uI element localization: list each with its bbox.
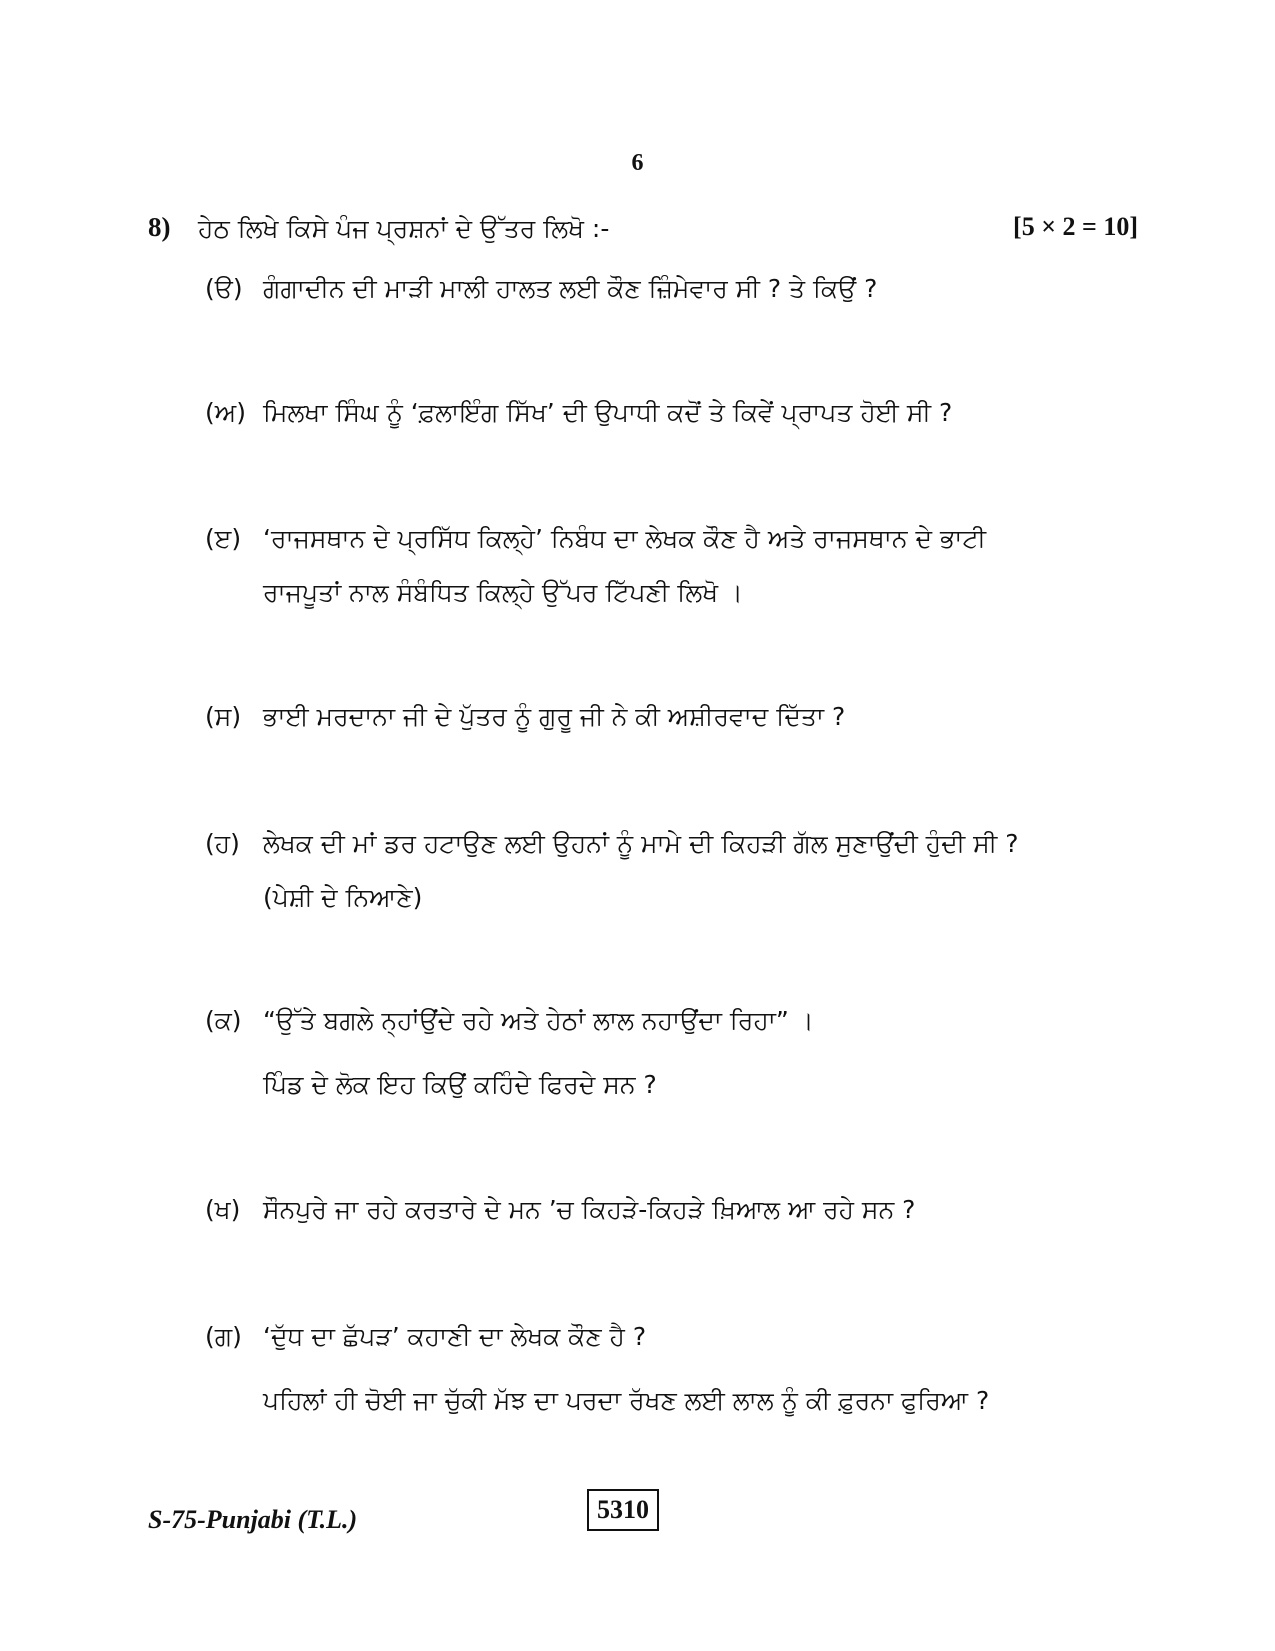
sub-question-text: ਮਿਲਖਾ ਸਿੰਘ ਨੂੰ ‘ਫ਼ਲਾਇੰਗ ਸਿੱਖ’ ਦੀ ਉਪਾਧੀ ਕਦੋਂ ਤੇ ਕਿਵੇਂ ਪ੍ਰਾਪਤ ਹੋਈ ਸੀ ? xyxy=(263,398,953,427)
sub-question-text: ਸੌਨਪੁਰੇ ਜਾ ਰਹੇ ਕਰਤਾਰੇ ਦੇ ਮਨ ’ਚ ਕਿਹੜੇ-ਕਿਹੜੇ ਖ਼ਿਆਲ ਆ ਰਹੇ ਸਨ ? xyxy=(263,1195,916,1224)
sub-question-text: ਭਾਈ ਮਰਦਾਨਾ ਜੀ ਦੇ ਪੁੱਤਰ ਨੂੰ ਗੁਰੂ ਜੀ ਨੇ ਕੀ ਅਸ਼ੀਰਵਾਦ ਦਿੱਤਾ ? xyxy=(263,702,846,731)
sub-question-c xyxy=(205,512,1140,620)
sub-question-b xyxy=(205,386,1140,440)
sub-question-text: ਲੇਖਕ ਦੀ ਮਾਂ ਡਰ ਹਟਾਉਣ ਲਈ ਉਹਨਾਂ ਨੂੰ ਮਾਮੇ ਦੀ ਕਿਹੜੀ ਗੱਲ ਸੁਣਾਉਂਦੀ ਹੁੰਦੀ ਸੀ ? xyxy=(263,829,1019,858)
page-number: 6 xyxy=(631,150,644,176)
sub-question-a xyxy=(205,262,1140,316)
paper-code: S-75-Punjabi (T.L.) xyxy=(148,1505,358,1534)
sub-question-label: (ੳ) xyxy=(205,274,243,303)
question-instruction: ਹੇਠ ਲਿਖੇ ਕਿਸੇ ਪੰਜ ਪ੍ਰਸ਼ਨਾਂ ਦੇ ਉੱਤਰ ਲਿਖੋ :- xyxy=(198,214,610,243)
question-heading xyxy=(148,212,1138,252)
sub-question-text-continued: (ਪੇਸ਼ੀ ਦੇ ਨਿਆਣੇ) xyxy=(263,883,423,912)
sub-question-text: ਗੰਗਾਦੀਨ ਦੀ ਮਾੜੀ ਮਾਲੀ ਹਾਲਤ ਲਈ ਕੌਣ ਜ਼ਿੰਮੇਵਾਰ ਸੀ ? ਤੇ ਕਿਉਂ ? xyxy=(263,274,878,303)
question-marks: [5 × 2 = 10] xyxy=(1013,212,1138,241)
sub-question-text: ‘ਰਾਜਸਥਾਨ ਦੇ ਪ੍ਰਸਿੱਧ ਕਿਲ੍ਹੇ’ ਨਿਬੰਧ ਦਾ ਲੇਖਕ ਕੌਣ ਹੈ ਅਤੇ ਰਾਜਸਥਾਨ ਦੇ ਭਾਟੀ xyxy=(263,524,987,553)
sub-question-text-continued: ਪਹਿਲਾਂ ਹੀ ਚੋਈ ਜਾ ਚੁੱਕੀ ਮੱਝ ਦਾ ਪਰਦਾ ਰੱਖਣ ਲਈ ਲਾਲ ਨੂੰ ਕੀ ਫ਼ੁਰਨਾ ਫੁਰਿਆ ? xyxy=(263,1386,990,1415)
question-number: 8) xyxy=(148,212,171,242)
sub-question-label: (ਖ) xyxy=(205,1195,241,1224)
sub-question-f xyxy=(205,994,1140,1112)
sub-question-text: “ਉੱਤੇ ਬਗਲੇ ਨ੍ਹਾਂਉਂਦੇ ਰਹੇ ਅਤੇ ਹੇਠਾਂ ਲਾਲ ਨਹਾਉਂਦਾ ਰਿਹਾ” । xyxy=(263,1006,814,1035)
sub-question-g xyxy=(205,1183,1140,1237)
sub-question-label: (ਹ) xyxy=(205,829,240,858)
sub-question-label: (ੲ) xyxy=(205,524,242,553)
sub-question-label: (ਗ) xyxy=(205,1322,242,1351)
sub-question-d xyxy=(205,690,1140,744)
sub-question-text: ‘ਦੁੱਧ ਦਾ ਛੱਪੜ’ ਕਹਾਣੀ ਦਾ ਲੇਖਕ ਕੌਣ ਹੈ ? xyxy=(263,1322,647,1351)
sub-question-h xyxy=(205,1310,1140,1428)
sub-question-label: (ਕ) xyxy=(205,1006,242,1035)
sub-question-label: (ਸ) xyxy=(205,702,242,731)
sub-question-text-continued: ਪਿੰਡ ਦੇ ਲੋਕ ਇਹ ਕਿਉਂ ਕਹਿੰਦੇ ਫਿਰਦੇ ਸਨ ? xyxy=(263,1070,657,1099)
sub-question-label: (ਅ) xyxy=(205,398,247,427)
paper-number-box: 5310 xyxy=(587,1489,659,1531)
sub-question-text-continued: ਰਾਜਪੂਤਾਂ ਨਾਲ ਸੰਬੰਧਿਤ ਕਿਲ੍ਹੇ ਉੱਪਰ ਟਿੱਪਣੀ ਲਿਖੋ । xyxy=(263,578,743,607)
sub-question-e xyxy=(205,817,1140,925)
